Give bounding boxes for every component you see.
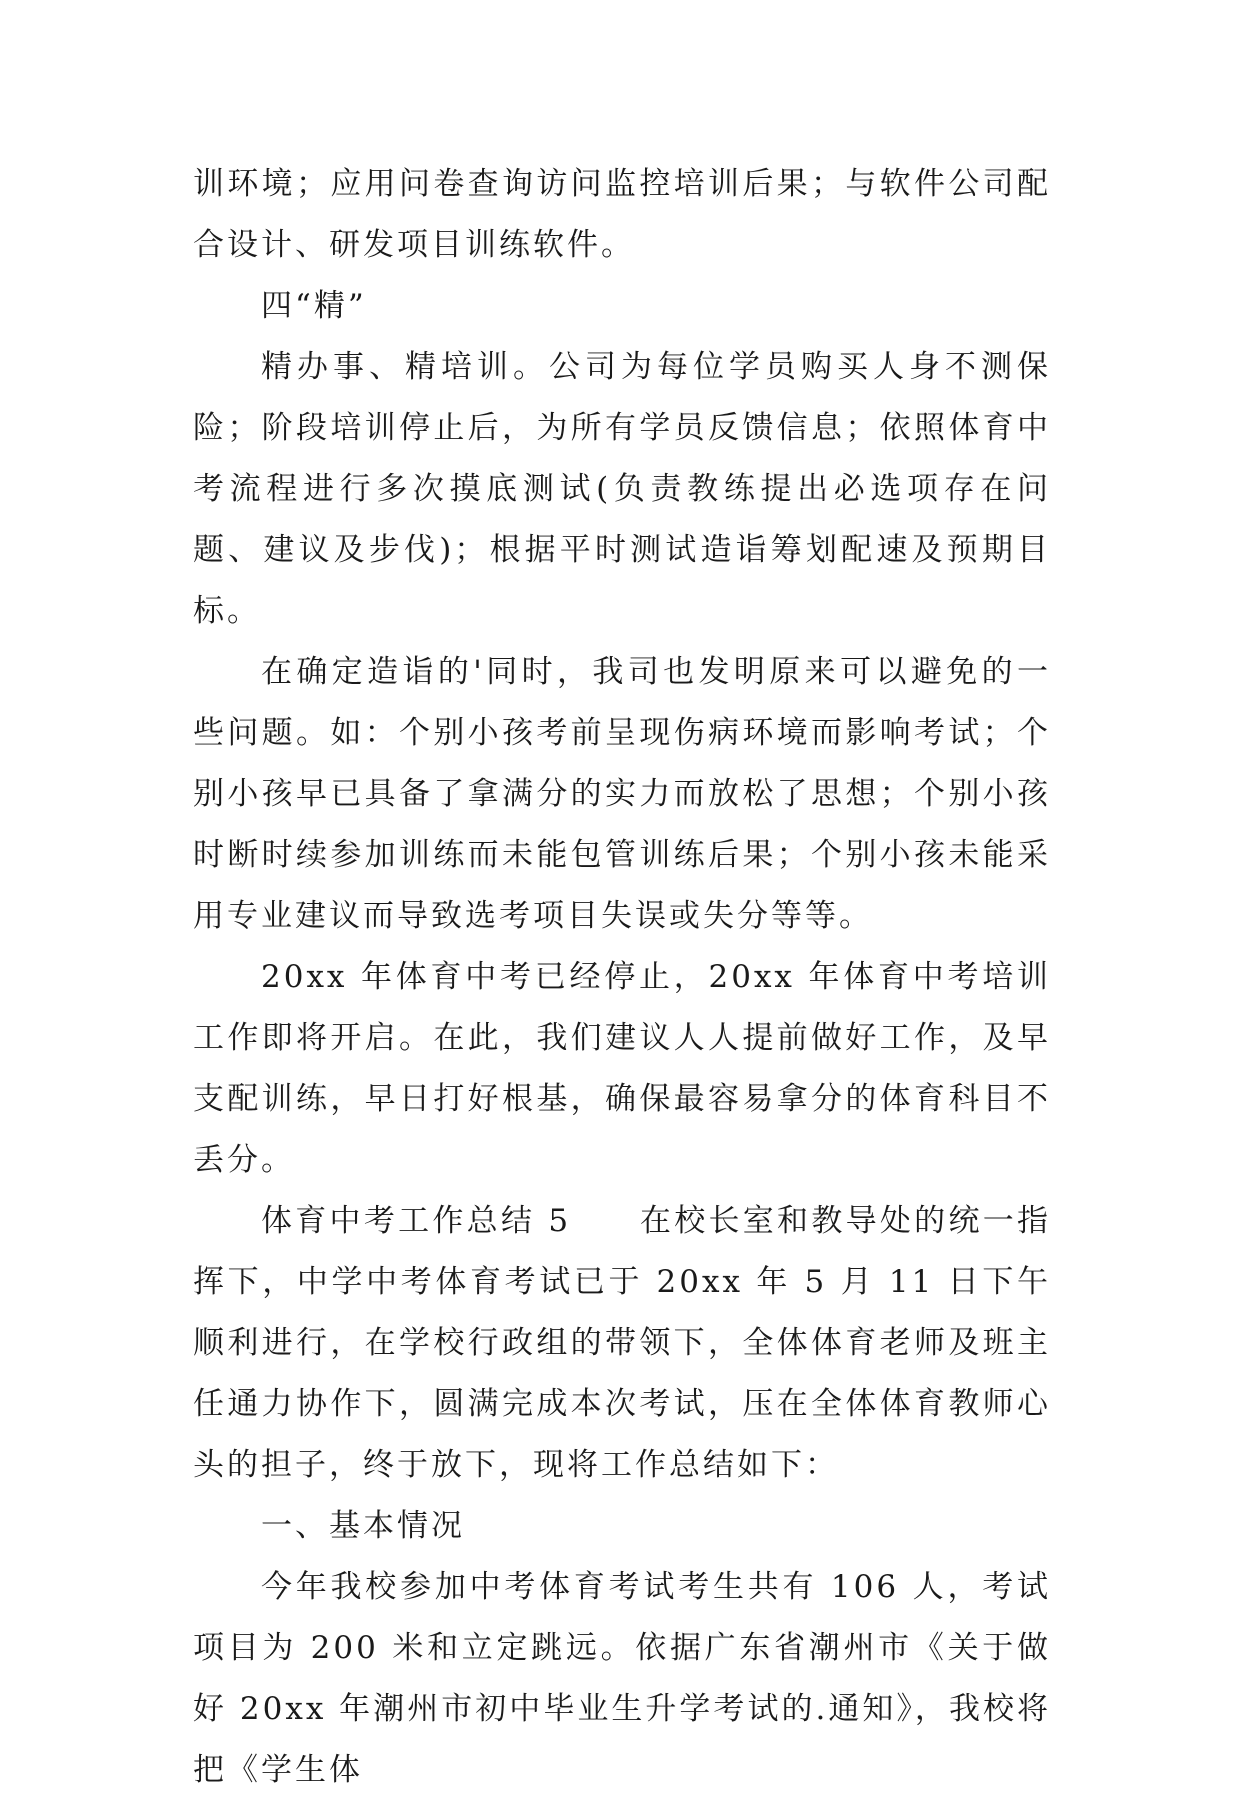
heading-four-jing: 四“精” — [261, 288, 367, 324]
paragraph-basic-info: 今年我校参加中考体育考试考生共有 106 人，考试项目为 200 米和立定跳远。依据广东省潮州市《关于做好 20xx 年潮州市初中毕业生升学考试的.通知》，我校将把《学生体 — [193, 1569, 1051, 1788]
document-body — [193, 154, 1051, 1801]
paragraph-problems: 在确定造诣的'同时，我司也发明原来可以避免的一些问题。如：个别小孩考前呈现伤病环境而影响考试；个别小孩早已具备了拿满分的实力而放松了思想；个别小孩时断时续参加训练而未能包管训练后果；个别小孩未能采用专业建议而导致选考项目失误或失分等等。 — [193, 654, 1051, 934]
paragraph-summary-5: 体育中考工作总结 5 在校长室和教导处的统一指挥下，中学中考体育考试已于 20xx 年 5 月 11 日下午顺利进行，在学校行政组的带领下，全体体育老师及班主任通力协作下，圆满完成本次考试，压在全体体育教师心头的担子，终于放下，现将工作总结如下： — [193, 1203, 1051, 1483]
heading-basic-situation: 一、基本情况 — [261, 1508, 465, 1544]
paragraph-jing-training: 精办事、精培训。公司为每位学员购买人身不测保险；阶段培训停止后，为所有学员反馈信息；依照体育中考流程进行多次摸底测试(负责教练提出必选项存在问题、建议及步伐)；根据平时测试造诣筹划配速及预期目标。 — [193, 349, 1051, 629]
paragraph-next-year: 20xx 年体育中考已经停止，20xx 年体育中考培训工作即将开启。在此，我们建议人人提前做好工作，及早支配训练，早日打好根基，确保最容易拿分的体育科目不丢分。 — [193, 959, 1051, 1178]
paragraph-training-software: 训环境；应用问卷查询访问监控培训后果；与软件公司配合设计、研发项目训练软件。 — [193, 166, 1051, 263]
